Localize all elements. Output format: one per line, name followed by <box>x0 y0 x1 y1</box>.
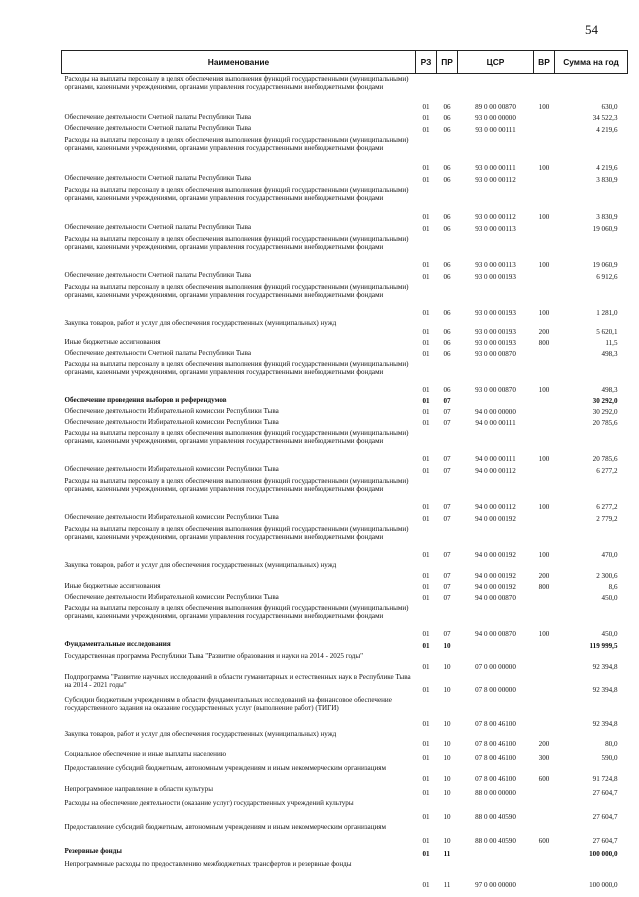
row-pr: 07 <box>443 455 451 464</box>
table-row <box>62 74 628 112</box>
row-csr: 93 0 00 00000 <box>475 114 516 123</box>
table-row <box>62 417 628 428</box>
row-pr: 10 <box>443 686 451 695</box>
row-sum: 11,5 <box>605 339 618 348</box>
row-vr: 100 <box>538 386 550 395</box>
table-header-row <box>62 51 628 74</box>
row-rz: 01 <box>422 103 430 112</box>
row-vr: 200 <box>538 740 550 749</box>
row-csr: 93 0 00 00870 <box>475 350 516 359</box>
row-csr: 07 8 00 46100 <box>475 775 516 784</box>
row-vr <box>534 846 555 859</box>
row-csr: 94 0 00 00192 <box>475 551 516 560</box>
row-csr <box>458 639 534 651</box>
row-rz: 01 <box>422 213 430 222</box>
row-sum: 92 394,8 <box>592 686 618 695</box>
row-vr: 600 <box>538 837 550 846</box>
row-name: Обеспечение деятельности Счетной палаты Республики Тыва <box>64 348 252 357</box>
row-sum: 498,3 <box>601 350 618 359</box>
row-name: Расходы на выплаты персоналу в целях обеспечения выполнения функций государственными (муниципальными) органами, казенными учреждениями, органами управления государственными внебюджетными фондами <box>64 75 409 92</box>
row-rz: 01 <box>422 583 430 592</box>
row-sum: 20 785,6 <box>592 419 618 428</box>
row-csr: 94 0 00 00870 <box>475 630 516 639</box>
row-csr: 07 0 00 00000 <box>475 663 516 672</box>
table-row <box>62 651 628 672</box>
row-name: Обеспечение деятельности Счетной палаты Республики Тыва <box>64 112 252 121</box>
row-vr <box>534 639 555 651</box>
row-name: Непрограммные расходы по предоставлению межбюджетных трансфертов и резервные фонды <box>64 859 352 868</box>
row-vr <box>534 651 555 672</box>
row-rz: 01 <box>422 397 430 406</box>
row-pr: 07 <box>443 408 451 417</box>
row-sum: 119 999,5 <box>589 642 618 651</box>
row-name: Государственная программа Республики Тыва "Развитие образования и науки на 2014 - 2025 годы" <box>64 651 364 660</box>
row-vr: 800 <box>538 339 550 348</box>
row-vr: 100 <box>538 503 550 512</box>
row-pr: 06 <box>443 213 451 222</box>
row-pr: 07 <box>443 572 451 581</box>
row-sum: 2 779,2 <box>596 515 618 524</box>
row-pr: 06 <box>443 126 451 135</box>
row-rz: 01 <box>422 419 430 428</box>
table-row <box>62 337 628 348</box>
table-row <box>62 729 628 749</box>
row-name: Расходы на выплаты персоналу в целях обеспечения выполнения функций государственными (муниципальными) органами, казенными учреждениями, органами управления государственными внебюджетными фондами <box>64 185 409 202</box>
row-csr: 07 8 00 46100 <box>475 740 516 749</box>
row-csr: 93 0 00 00112 <box>475 213 516 222</box>
row-rz: 01 <box>422 630 430 639</box>
table-row <box>62 282 628 318</box>
header-pr: ПР <box>437 51 458 74</box>
row-name: Предоставление субсидий бюджетным, автономным учреждениям и иным некоммерческим организациям <box>64 763 387 772</box>
table-row <box>62 846 628 859</box>
row-name: Расходы на выплаты персоналу в целях обеспечения выполнения функций государственными (муниципальными) органами, казенными учреждениями, органами управления государственными внебюджетными фондами <box>64 428 409 445</box>
row-csr: 07 8 00 00000 <box>475 686 516 695</box>
row-rz: 01 <box>422 273 430 282</box>
row-rz: 01 <box>422 850 430 859</box>
row-vr <box>534 222 555 234</box>
row-sum: 27 604,7 <box>592 813 618 822</box>
row-csr: 94 0 00 00192 <box>475 515 516 524</box>
row-name: Социальное обеспечение и иные выплаты населению <box>64 749 227 758</box>
row-pr: 11 <box>443 850 451 859</box>
row-pr: 07 <box>443 503 451 512</box>
row-vr: 200 <box>538 328 550 337</box>
row-name: Обеспечение деятельности Счетной палаты Республики Тыва <box>64 222 252 231</box>
row-name: Расходы на выплаты персоналу в целях обеспечения выполнения функций государственными (муниципальными) органами, казенными учреждениями, органами управления государственными внебюджетными фондами <box>64 603 409 620</box>
row-rz: 01 <box>422 813 430 822</box>
row-pr: 10 <box>443 754 451 763</box>
row-vr: 100 <box>538 164 550 173</box>
row-sum: 6 277,2 <box>596 467 618 476</box>
row-pr: 07 <box>443 467 451 476</box>
row-pr: 06 <box>443 339 451 348</box>
row-sum: 91 724,8 <box>592 775 618 784</box>
row-name: Иные бюджетные ассигнования <box>64 581 161 590</box>
row-pr: 10 <box>443 740 451 749</box>
table-row <box>62 185 628 222</box>
table-body <box>62 74 628 890</box>
row-pr: 06 <box>443 103 451 112</box>
row-sum: 100 000,0 <box>589 850 618 859</box>
row-name: Обеспечение деятельности Счетной палаты Республики Тыва <box>64 270 252 279</box>
row-vr: 100 <box>538 103 550 112</box>
header-sum: Сумма на год <box>555 51 628 74</box>
row-sum: 498,3 <box>601 386 618 395</box>
row-sum: 590,0 <box>601 754 618 763</box>
row-pr: 06 <box>443 350 451 359</box>
row-vr <box>534 784 555 798</box>
row-csr: 94 0 00 00112 <box>475 467 516 476</box>
row-sum: 4 219,6 <box>596 164 618 173</box>
row-sum: 30 292,0 <box>592 408 618 417</box>
row-rz: 01 <box>422 572 430 581</box>
table-row <box>62 603 628 639</box>
table-row <box>62 112 628 123</box>
row-sum: 30 292,0 <box>592 397 618 406</box>
row-sum: 92 394,8 <box>592 663 618 672</box>
table-row <box>62 135 628 173</box>
row-rz: 01 <box>422 309 430 318</box>
row-name: Расходы на выплаты персоналу в целях обеспечения выполнения функций государственными (муниципальными) органами, казенными учреждениями, органами управления государственными внебюджетными фондами <box>64 524 409 541</box>
row-vr: 100 <box>538 630 550 639</box>
row-vr: 200 <box>538 572 550 581</box>
row-csr: 88 0 00 00000 <box>475 789 516 798</box>
row-vr <box>534 512 555 524</box>
row-pr: 07 <box>443 551 451 560</box>
table-row <box>62 270 628 282</box>
table-row <box>62 695 628 729</box>
row-csr: 07 8 00 46100 <box>475 720 516 729</box>
row-vr: 100 <box>538 309 550 318</box>
row-name: Субсидии бюджетным учреждениям в области фундаментальных исследований на финансовое обеспечение государственного задания на оказание государственных услуг (выполнение работ) (ТИГИ) <box>64 695 392 712</box>
table-row <box>62 464 628 476</box>
row-name: Обеспечение деятельности Счетной палаты Республики Тыва <box>64 173 252 182</box>
row-rz: 01 <box>422 754 430 763</box>
row-sum: 630,0 <box>601 103 618 112</box>
row-rz: 01 <box>422 408 430 417</box>
row-pr: 06 <box>443 309 451 318</box>
row-name: Непрограммное направление в области культуры <box>64 784 213 793</box>
row-vr <box>534 348 555 359</box>
row-pr: 10 <box>443 642 451 651</box>
row-name: Предоставление субсидий бюджетным, автономным учреждениям и иным некоммерческим организациям <box>64 822 387 831</box>
row-sum: 450,0 <box>601 594 618 603</box>
row-csr: 94 0 00 00192 <box>475 583 516 592</box>
row-name: Подпрограмма "Развитие научных исследований в области гуманитарных и естественных наук в Республике Тыва на 2014 - 2021 годы" <box>64 672 411 689</box>
table-row <box>62 560 628 581</box>
table-row <box>62 234 628 270</box>
row-rz: 01 <box>422 686 430 695</box>
row-pr: 06 <box>443 386 451 395</box>
row-pr: 11 <box>443 881 451 890</box>
row-csr: 97 0 00 00000 <box>475 881 516 890</box>
row-pr: 07 <box>443 397 451 406</box>
row-sum: 20 785,6 <box>592 455 618 464</box>
row-csr: 93 0 00 00111 <box>475 126 516 135</box>
row-pr: 10 <box>443 837 451 846</box>
row-rz: 01 <box>422 114 430 123</box>
row-vr <box>534 798 555 822</box>
row-sum: 92 394,8 <box>592 720 618 729</box>
row-rz: 01 <box>422 225 430 234</box>
row-name: Иные бюджетные ассигнования <box>64 337 161 346</box>
row-rz: 01 <box>422 515 430 524</box>
row-pr: 06 <box>443 261 451 270</box>
row-rz: 01 <box>422 328 430 337</box>
table-row <box>62 822 628 846</box>
row-rz: 01 <box>422 386 430 395</box>
row-vr <box>534 417 555 428</box>
row-pr: 10 <box>443 813 451 822</box>
row-sum: 5 620,1 <box>596 328 618 337</box>
row-csr: 94 0 00 00870 <box>475 594 516 603</box>
row-name: Расходы на выплаты персоналу в целях обеспечения выполнения функций государственными (муниципальными) органами, казенными учреждениями, органами управления государственными внебюджетными фондами <box>64 359 409 376</box>
row-rz: 01 <box>422 176 430 185</box>
table-row <box>62 318 628 337</box>
row-csr: 93 0 00 00113 <box>475 225 516 234</box>
row-rz: 01 <box>422 594 430 603</box>
table-row <box>62 763 628 784</box>
row-vr <box>534 859 555 890</box>
row-csr: 93 0 00 00113 <box>475 261 516 270</box>
row-vr <box>534 112 555 123</box>
row-pr: 10 <box>443 663 451 672</box>
header-rz: РЗ <box>416 51 437 74</box>
row-rz: 01 <box>422 642 430 651</box>
row-vr <box>534 695 555 729</box>
row-sum: 27 604,7 <box>592 789 618 798</box>
row-name: Обеспечение деятельности Избирательной комиссии Республики Тыва <box>64 592 279 601</box>
row-name: Обеспечение проведения выборов и референдумов <box>64 395 227 404</box>
row-vr: 800 <box>538 583 550 592</box>
table-row <box>62 222 628 234</box>
row-name: Закупка товаров, работ и услуг для обеспечения государственных (муниципальных) нужд <box>64 729 337 738</box>
table-row <box>62 639 628 651</box>
row-csr: 94 0 00 00000 <box>475 408 516 417</box>
row-rz: 01 <box>422 467 430 476</box>
row-rz: 01 <box>422 455 430 464</box>
row-rz: 01 <box>422 350 430 359</box>
row-vr: 300 <box>538 754 550 763</box>
row-pr: 06 <box>443 164 451 173</box>
row-name: Обеспечение деятельности Избирательной комиссии Республики Тыва <box>64 464 279 473</box>
row-rz: 01 <box>422 881 430 890</box>
row-pr: 07 <box>443 630 451 639</box>
row-name: Обеспечение деятельности Избирательной комиссии Республики Тыва <box>64 406 279 415</box>
header-vr: ВР <box>534 51 555 74</box>
table-row <box>62 524 628 560</box>
row-name: Расходы на выплаты персоналу в целях обеспечения выполнения функций государственными (муниципальными) органами, казенными учреждениями, органами управления государственными внебюджетными фондами <box>64 135 409 152</box>
row-sum: 100 000,0 <box>589 881 618 890</box>
row-pr: 10 <box>443 775 451 784</box>
row-pr: 07 <box>443 583 451 592</box>
row-vr <box>534 123 555 135</box>
row-sum: 4 219,6 <box>596 126 618 135</box>
table-row <box>62 348 628 359</box>
row-vr: 100 <box>538 261 550 270</box>
table-row <box>62 581 628 592</box>
row-csr: 93 0 00 00111 <box>475 164 516 173</box>
row-csr: 07 8 00 46100 <box>475 754 516 763</box>
row-name: Обеспечение деятельности Избирательной комиссии Республики Тыва <box>64 512 279 521</box>
row-sum: 470,0 <box>601 551 618 560</box>
row-csr: 88 0 00 40590 <box>475 837 516 846</box>
row-vr <box>534 592 555 603</box>
row-sum: 8,6 <box>608 583 618 592</box>
row-vr: 100 <box>538 551 550 560</box>
row-pr: 07 <box>443 515 451 524</box>
row-name: Расходы на выплаты персоналу в целях обеспечения выполнения функций государственными (муниципальными) органами, казенными учреждениями, органами управления государственными внебюджетными фондами <box>64 234 409 251</box>
row-rz: 01 <box>422 339 430 348</box>
row-name: Закупка товаров, работ и услуг для обеспечения государственных (муниципальных) нужд <box>64 560 337 569</box>
row-csr: 93 0 00 00193 <box>475 273 516 282</box>
row-csr <box>458 395 534 406</box>
row-rz: 01 <box>422 164 430 173</box>
row-rz: 01 <box>422 261 430 270</box>
row-sum: 450,0 <box>601 630 618 639</box>
row-name: Обеспечение деятельности Избирательной комиссии Республики Тыва <box>64 417 279 426</box>
row-name: Расходы на выплаты персоналу в целях обеспечения выполнения функций государственными (муниципальными) органами, казенными учреждениями, органами управления государственными внебюджетными фондами <box>64 476 409 493</box>
row-sum: 2 300,6 <box>596 572 618 581</box>
row-sum: 27 604,7 <box>592 837 618 846</box>
row-csr: 94 0 00 00192 <box>475 572 516 581</box>
table-row <box>62 359 628 395</box>
row-rz: 01 <box>422 663 430 672</box>
row-sum: 80,0 <box>605 740 618 749</box>
row-csr: 94 0 00 00111 <box>475 419 516 428</box>
row-pr: 06 <box>443 176 451 185</box>
row-pr: 10 <box>443 720 451 729</box>
row-vr <box>534 270 555 282</box>
row-csr <box>458 846 534 859</box>
table-row <box>62 395 628 406</box>
table-row <box>62 476 628 512</box>
row-rz: 01 <box>422 551 430 560</box>
row-csr: 93 0 00 00193 <box>475 328 516 337</box>
row-pr: 06 <box>443 328 451 337</box>
row-sum: 1 281,0 <box>596 309 618 318</box>
row-csr: 94 0 00 00111 <box>475 455 516 464</box>
row-name: Закупка товаров, работ и услуг для обеспечения государственных (муниципальных) нужд <box>64 318 337 327</box>
row-vr <box>534 395 555 406</box>
page-number: 54 <box>585 22 598 37</box>
row-name: Расходы на выплаты персоналу в целях обеспечения выполнения функций государственными (муниципальными) органами, казенными учреждениями, органами управления государственными внебюджетными фондами <box>64 282 409 299</box>
row-name: Обеспечение деятельности Счетной палаты Республики Тыва <box>64 123 252 132</box>
table-row <box>62 749 628 763</box>
row-pr: 06 <box>443 273 451 282</box>
row-sum: 3 830,9 <box>596 176 618 185</box>
table-row <box>62 428 628 464</box>
row-vr: 100 <box>538 213 550 222</box>
row-vr: 100 <box>538 455 550 464</box>
row-sum: 3 830,9 <box>596 213 618 222</box>
row-csr: 93 0 00 00193 <box>475 339 516 348</box>
row-sum: 6 912,6 <box>596 273 618 282</box>
row-vr <box>534 672 555 695</box>
row-sum: 19 060,9 <box>592 225 618 234</box>
row-rz: 01 <box>422 740 430 749</box>
row-pr: 10 <box>443 789 451 798</box>
table-row <box>62 406 628 417</box>
row-pr: 06 <box>443 114 451 123</box>
row-rz: 01 <box>422 720 430 729</box>
row-csr: 93 0 00 00112 <box>475 176 516 185</box>
row-rz: 01 <box>422 789 430 798</box>
row-csr: 93 0 00 00870 <box>475 386 516 395</box>
row-sum: 34 522,3 <box>592 114 618 123</box>
row-csr: 89 0 00 00870 <box>475 103 516 112</box>
row-csr: 93 0 00 00193 <box>475 309 516 318</box>
row-rz: 01 <box>422 126 430 135</box>
row-name: Фундаментальные исследования <box>64 639 171 648</box>
row-vr <box>534 173 555 185</box>
row-vr <box>534 406 555 417</box>
table-row <box>62 784 628 798</box>
table-row <box>62 512 628 524</box>
row-rz: 01 <box>422 775 430 784</box>
row-rz: 01 <box>422 837 430 846</box>
header-name: Наименование <box>62 51 416 74</box>
row-pr: 07 <box>443 419 451 428</box>
row-rz: 01 <box>422 503 430 512</box>
row-csr: 94 0 00 00112 <box>475 503 516 512</box>
row-pr: 06 <box>443 225 451 234</box>
row-sum: 6 277,2 <box>596 503 618 512</box>
table-row <box>62 173 628 185</box>
table-row <box>62 672 628 695</box>
row-vr: 600 <box>538 775 550 784</box>
table-row <box>62 859 628 890</box>
row-vr <box>534 464 555 476</box>
row-csr: 88 0 00 40590 <box>475 813 516 822</box>
header-csr: ЦСР <box>458 51 534 74</box>
row-name: Резервные фонды <box>64 846 122 855</box>
table-row <box>62 592 628 603</box>
table-row <box>62 798 628 822</box>
row-name: Расходы на обеспечение деятельности (оказание услуг) государственных учреждений культуры <box>64 798 354 807</box>
budget-table <box>61 50 628 890</box>
row-sum: 19 060,9 <box>592 261 618 270</box>
table-row <box>62 123 628 135</box>
row-pr: 07 <box>443 594 451 603</box>
